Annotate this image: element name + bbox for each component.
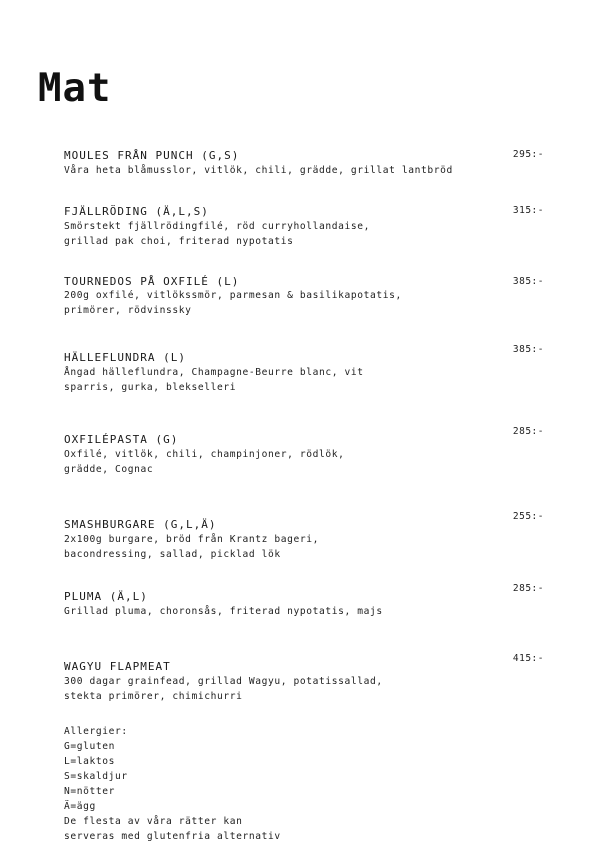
allergy-note: serveras med glutenfria alternativ [64, 831, 281, 842]
dish-name: HÄLLEFLUNDRA (L) [64, 351, 186, 364]
dish-description: 300 dagar grainfead, grillad Wagyu, potatissallad, stekta primörer, chimichurri [64, 676, 383, 702]
menu-item [64, 351, 544, 395]
dish-name: OXFILÉPASTA (G) [64, 433, 179, 446]
allergy-note: De flesta av våra rätter kan [64, 816, 243, 827]
menu-item [64, 660, 544, 704]
dish-name: TOURNEDOS PÅ OXFILÉ (L) [64, 275, 240, 288]
dish-description: 2x100g burgare, bröd från Krantz bageri, bacondressing, sallad, picklad lök [64, 534, 320, 560]
dish-description: Grillad pluma, choronsås, friterad nypotatis, majs [64, 606, 383, 617]
dish-price: 285:- [512, 426, 544, 437]
dish-description: Smörstekt fjällrödingfilé, röd curryhollandaise, grillad pak choi, friterad nypotatis [64, 221, 371, 247]
allergy-heading: Allergier: [64, 726, 128, 737]
allergy-legend [64, 724, 281, 844]
dish-price: 295:- [512, 149, 544, 160]
dish-description: 200g oxfilé, vitlökssmör, parmesan & basilikapotatis, primörer, rödvinssky [64, 290, 402, 316]
dish-name: MOULES FRÅN PUNCH (G,S) [64, 149, 240, 162]
dish-price: 315:- [512, 205, 544, 216]
allergy-line: Ä=ägg [64, 801, 96, 812]
menu-item [64, 149, 544, 178]
dish-price: 385:- [512, 344, 544, 355]
page-title: Mat [38, 66, 112, 111]
menu-item [64, 518, 544, 562]
dish-price: 285:- [512, 583, 544, 594]
dish-name: WAGYU FLAPMEAT [64, 660, 171, 673]
menu-item [64, 276, 544, 318]
dish-name: FJÄLLRÖDING (Ä,L,S) [64, 205, 209, 218]
allergy-line: L=laktos [64, 756, 116, 767]
dish-name: PLUMA (Ä,L) [64, 590, 148, 603]
dish-description: Ångad hälleflundra, Champagne-Beurre blanc, vit sparris, gurka, blekselleri [64, 367, 364, 393]
allergy-line: G=gluten [64, 741, 116, 752]
dish-name: SMASHBURGARE (G,L,Ä) [64, 518, 217, 531]
dish-price: 385:- [512, 276, 544, 287]
dish-price: 415:- [512, 653, 544, 664]
dish-price: 255:- [512, 511, 544, 522]
allergy-line: N=nötter [64, 786, 116, 797]
menu-item [64, 590, 544, 619]
menu-item [64, 433, 544, 477]
dish-description: Oxfilé, vitlök, chili, champinjoner, rödlök, grädde, Cognac [64, 449, 345, 475]
allergy-line: S=skaldjur [64, 771, 128, 782]
menu-item [64, 205, 544, 249]
dish-description: Våra heta blåmusslor, vitlök, chili, grädde, grillat lantbröd [64, 165, 453, 176]
